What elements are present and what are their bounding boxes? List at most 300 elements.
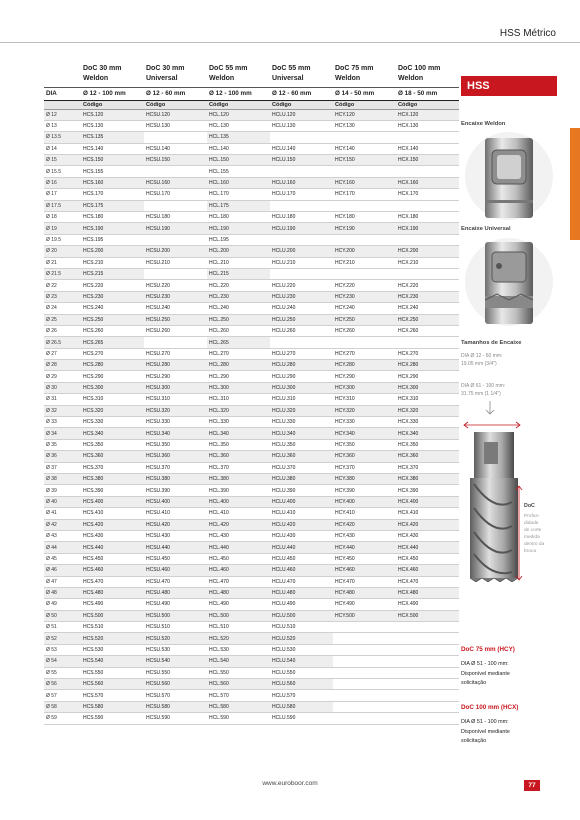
product-code-cell: HCX.340 xyxy=(396,428,459,439)
diameter-cell: Ø 33 xyxy=(44,417,81,428)
product-code-cell xyxy=(144,234,207,245)
product-code-cell: HCLU.230 xyxy=(270,291,333,302)
table-row xyxy=(44,405,459,416)
product-code-cell: HCLU.560 xyxy=(270,679,333,690)
product-code-cell: HCY.210 xyxy=(333,257,396,268)
product-code-cell: HCLU.160 xyxy=(270,177,333,188)
product-code-cell xyxy=(333,234,396,245)
product-code-cell: HCL.135 xyxy=(207,132,270,143)
product-code-cell: HCSU.390 xyxy=(144,485,207,496)
universal-shank-image xyxy=(461,236,557,328)
product-code-cell: HCL.155 xyxy=(207,166,270,177)
product-code-cell: HCLU.550 xyxy=(270,667,333,678)
table-row xyxy=(44,439,459,450)
table-row xyxy=(44,325,459,336)
product-code-cell: HCLU.490 xyxy=(270,599,333,610)
table-row xyxy=(44,462,459,473)
product-code-cell: HCX.430 xyxy=(396,530,459,541)
diameter-cell: Ø 17 xyxy=(44,189,81,200)
product-code-cell: HCLU.240 xyxy=(270,303,333,314)
diameter-cell: Ø 49 xyxy=(44,599,81,610)
product-code-cell: HCL.400 xyxy=(207,496,270,507)
product-code-cell: HCX.420 xyxy=(396,519,459,530)
diameter-cell: Ø 54 xyxy=(44,656,81,667)
product-code-cell: HCLU.460 xyxy=(270,565,333,576)
product-code-cell: HCSU.470 xyxy=(144,576,207,587)
dia-range: Ø 14 - 50 mm xyxy=(333,87,396,100)
product-code-cell xyxy=(333,667,396,678)
table-row xyxy=(44,667,459,678)
product-code-cell: HCY.370 xyxy=(333,462,396,473)
product-code-cell: HCS.430 xyxy=(81,530,144,541)
diameter-cell: Ø 15.5 xyxy=(44,166,81,177)
product-code-cell: HCY.320 xyxy=(333,405,396,416)
product-code-cell: HCY.390 xyxy=(333,485,396,496)
product-code-cell: HCL.300 xyxy=(207,382,270,393)
product-code-cell: HCY.450 xyxy=(333,553,396,564)
product-code-cell: HCSU.340 xyxy=(144,428,207,439)
product-code-cell: HCY.480 xyxy=(333,587,396,598)
product-code-cell: HCSU.370 xyxy=(144,462,207,473)
diameter-cell: Ø 35 xyxy=(44,439,81,450)
product-code-cell: HCY.500 xyxy=(333,610,396,621)
product-code-cell: HCX.220 xyxy=(396,280,459,291)
product-code-cell: HCSU.150 xyxy=(144,155,207,166)
product-code-cell: HCS.390 xyxy=(81,485,144,496)
table-row xyxy=(44,371,459,382)
table-row xyxy=(44,109,459,120)
product-code-cell: HCSU.250 xyxy=(144,314,207,325)
product-code-cell xyxy=(396,166,459,177)
product-code-cell: HCY.180 xyxy=(333,212,396,223)
product-code-cell xyxy=(396,667,459,678)
product-code-cell: HCSU.450 xyxy=(144,553,207,564)
product-code-cell: HCSU.480 xyxy=(144,587,207,598)
product-code-cell: HCL.320 xyxy=(207,405,270,416)
diameter-cell: Ø 47 xyxy=(44,576,81,587)
product-code-cell: HCL.590 xyxy=(207,713,270,724)
product-code-cell: HCSU.410 xyxy=(144,508,207,519)
dia-range: Ø 12 - 100 mm xyxy=(81,87,144,100)
hcx-title: DoC 100 mm (HCX) xyxy=(461,704,519,711)
product-code-cell xyxy=(333,132,396,143)
corner-cell xyxy=(44,100,81,109)
table-row xyxy=(44,519,459,530)
product-code-cell: HCSU.280 xyxy=(144,360,207,371)
product-code-cell: HCL.480 xyxy=(207,587,270,598)
product-code-cell: HCS.440 xyxy=(81,542,144,553)
diameter-cell: Ø 57 xyxy=(44,690,81,701)
product-code-cell: HCL.220 xyxy=(207,280,270,291)
product-code-cell: HCS.280 xyxy=(81,360,144,371)
product-code-cell: HCY.200 xyxy=(333,246,396,257)
product-code-cell: HCX.280 xyxy=(396,360,459,371)
diameter-cell: Ø 13.5 xyxy=(44,132,81,143)
table-row xyxy=(44,132,459,143)
product-code-cell: HCY.440 xyxy=(333,542,396,553)
product-code-cell: HCS.490 xyxy=(81,599,144,610)
product-code-cell: HCLU.200 xyxy=(270,246,333,257)
product-code-cell: HCL.340 xyxy=(207,428,270,439)
product-code-cell: HCSU.320 xyxy=(144,405,207,416)
product-code-cell: HCLU.570 xyxy=(270,690,333,701)
product-code-cell: HCSU.140 xyxy=(144,143,207,154)
table-row xyxy=(44,553,459,564)
product-code-cell xyxy=(333,690,396,701)
table-row xyxy=(44,474,459,485)
product-code-cell: HCLU.270 xyxy=(270,348,333,359)
product-code-cell: HCLU.400 xyxy=(270,496,333,507)
diameter-cell: Ø 58 xyxy=(44,701,81,712)
product-code-cell: HCL.130 xyxy=(207,120,270,131)
table-row xyxy=(44,508,459,519)
product-code-cell: HCX.130 xyxy=(396,120,459,131)
product-code-cell: HCS.450 xyxy=(81,553,144,564)
product-code-cell: HCL.260 xyxy=(207,325,270,336)
product-code-cell: HCL.520 xyxy=(207,633,270,644)
product-code-cell: HCSU.540 xyxy=(144,656,207,667)
product-code-cell xyxy=(396,713,459,724)
sizes-label: Tamanhos de Encaixe xyxy=(461,340,522,346)
product-code-cell: HCX.470 xyxy=(396,576,459,587)
product-code-cell: HCLU.330 xyxy=(270,417,333,428)
product-code-cell: HCSU.580 xyxy=(144,701,207,712)
product-code-cell: HCS.520 xyxy=(81,633,144,644)
product-code-cell xyxy=(144,200,207,211)
product-code-cell: HCSU.260 xyxy=(144,325,207,336)
product-code-cell: HCY.250 xyxy=(333,314,396,325)
product-code-cell: HCS.260 xyxy=(81,325,144,336)
product-code-cell xyxy=(333,713,396,724)
product-code-cell: HCL.180 xyxy=(207,212,270,223)
column-header: DoC 30 mm Weldon xyxy=(81,57,144,87)
product-code-cell xyxy=(396,701,459,712)
product-code-cell: HCX.160 xyxy=(396,177,459,188)
product-code-cell: HCL.195 xyxy=(207,234,270,245)
product-code-cell: HCLU.310 xyxy=(270,394,333,405)
code-label: Código xyxy=(396,100,459,109)
product-code-cell: HCSU.460 xyxy=(144,565,207,576)
product-code-cell: HCS.340 xyxy=(81,428,144,439)
diameter-cell: Ø 20 xyxy=(44,246,81,257)
product-code-cell: HCL.550 xyxy=(207,667,270,678)
product-code-cell xyxy=(144,132,207,143)
width-arrow-icon xyxy=(462,418,522,430)
product-code-cell: HCS.560 xyxy=(81,679,144,690)
product-code-cell: HCS.240 xyxy=(81,303,144,314)
code-label: Código xyxy=(144,100,207,109)
product-code-cell: HCX.190 xyxy=(396,223,459,234)
table-row xyxy=(44,303,459,314)
product-code-cell xyxy=(396,656,459,667)
product-code-cell: HCL.290 xyxy=(207,371,270,382)
product-code-cell: HCY.280 xyxy=(333,360,396,371)
code-label: Código xyxy=(333,100,396,109)
product-code-cell: HCSU.220 xyxy=(144,280,207,291)
product-code-cell: HCS.420 xyxy=(81,519,144,530)
product-code-cell xyxy=(396,690,459,701)
product-code-cell: HCLU.380 xyxy=(270,474,333,485)
product-code-cell: HCLU.340 xyxy=(270,428,333,439)
footer-url[interactable]: www.euroboor.com xyxy=(262,780,318,787)
table-row xyxy=(44,656,459,667)
product-code-cell: HCSU.440 xyxy=(144,542,207,553)
table-row xyxy=(44,223,459,234)
product-code-cell: HCX.170 xyxy=(396,189,459,200)
product-code-cell: HCL.420 xyxy=(207,519,270,530)
product-code-cell: HCS.170 xyxy=(81,189,144,200)
product-code-cell: HCLU.150 xyxy=(270,155,333,166)
product-code-cell xyxy=(270,132,333,143)
product-code-cell: HCX.490 xyxy=(396,599,459,610)
column-header: DoC 55 mm Universal xyxy=(270,57,333,87)
diameter-cell: Ø 50 xyxy=(44,610,81,621)
diameter-cell: Ø 21.5 xyxy=(44,268,81,279)
diameter-cell: Ø 13 xyxy=(44,120,81,131)
product-code-cell xyxy=(333,679,396,690)
product-code-cell xyxy=(270,200,333,211)
diameter-cell: Ø 53 xyxy=(44,644,81,655)
product-code-cell: HCS.530 xyxy=(81,644,144,655)
product-code-cell: HCL.370 xyxy=(207,462,270,473)
product-code-cell: HCY.120 xyxy=(333,109,396,120)
product-code-cell: HCLU.590 xyxy=(270,713,333,724)
column-header: DoC 30 mm Universal xyxy=(144,57,207,87)
product-code-cell: HCL.350 xyxy=(207,439,270,450)
product-code-cell: HCSU.400 xyxy=(144,496,207,507)
diameter-cell: Ø 22 xyxy=(44,280,81,291)
table-row xyxy=(44,268,459,279)
product-code-cell: HCX.320 xyxy=(396,405,459,416)
product-code-cell: HCLU.190 xyxy=(270,223,333,234)
product-code-cell: HCSU.200 xyxy=(144,246,207,257)
header-divider xyxy=(0,42,580,43)
product-code-cell xyxy=(396,337,459,348)
table-row xyxy=(44,189,459,200)
product-code-cell: HCL.530 xyxy=(207,644,270,655)
table-row xyxy=(44,291,459,302)
product-code-cell xyxy=(396,679,459,690)
product-code-cell: HCS.500 xyxy=(81,610,144,621)
diameter-cell: Ø 46 xyxy=(44,565,81,576)
product-code-cell: HCX.480 xyxy=(396,587,459,598)
table-row xyxy=(44,382,459,393)
product-code-cell: HCSU.330 xyxy=(144,417,207,428)
product-code-cell: HCX.360 xyxy=(396,451,459,462)
product-code-cell xyxy=(333,656,396,667)
product-code-cell: HCSU.500 xyxy=(144,610,207,621)
product-code-cell: HCS.380 xyxy=(81,474,144,485)
dia-range: Ø 12 - 60 mm xyxy=(270,87,333,100)
diameter-cell: Ø 17.5 xyxy=(44,200,81,211)
product-code-cell: HCL.175 xyxy=(207,200,270,211)
product-code-cell: HCSU.160 xyxy=(144,177,207,188)
size-note: DIA Ø 61 - 100 mm: 31.75 mm (1 1/4") xyxy=(461,383,506,397)
product-code-cell: HCSU.170 xyxy=(144,189,207,200)
product-code-cell xyxy=(396,132,459,143)
product-code-cell: HCL.490 xyxy=(207,599,270,610)
product-code-cell: HCLU.450 xyxy=(270,553,333,564)
product-code-cell: HCLU.530 xyxy=(270,644,333,655)
product-code-cell: HCL.150 xyxy=(207,155,270,166)
product-code-cell: HCS.215 xyxy=(81,268,144,279)
product-code-cell: HCX.350 xyxy=(396,439,459,450)
product-code-cell: HCS.180 xyxy=(81,212,144,223)
product-code-cell: HCLU.130 xyxy=(270,120,333,131)
diameter-cell: Ø 26.5 xyxy=(44,337,81,348)
product-code-cell: HCSU.130 xyxy=(144,120,207,131)
product-code-cell xyxy=(333,166,396,177)
product-code-cell: HCLU.260 xyxy=(270,325,333,336)
table-row xyxy=(44,633,459,644)
product-code-cell: HCL.470 xyxy=(207,576,270,587)
product-code-cell: HCS.120 xyxy=(81,109,144,120)
product-code-cell xyxy=(144,337,207,348)
product-code-cell: HCS.190 xyxy=(81,223,144,234)
product-code-cell: HCLU.480 xyxy=(270,587,333,598)
product-code-cell: HCL.460 xyxy=(207,565,270,576)
product-code-cell: HCL.200 xyxy=(207,246,270,257)
product-code-cell xyxy=(333,337,396,348)
product-code-cell: HCS.195 xyxy=(81,234,144,245)
diameter-cell: Ø 43 xyxy=(44,530,81,541)
page-title: HSS Métrico xyxy=(499,28,556,39)
table-row xyxy=(44,565,459,576)
product-code-cell: HCX.270 xyxy=(396,348,459,359)
diameter-cell: Ø 44 xyxy=(44,542,81,553)
diameter-cell: Ø 25 xyxy=(44,314,81,325)
table-body xyxy=(44,109,459,724)
product-code-cell xyxy=(333,268,396,279)
product-code-cell: HCX.410 xyxy=(396,508,459,519)
product-code-cell: HCX.250 xyxy=(396,314,459,325)
product-code-cell: HCY.430 xyxy=(333,530,396,541)
product-code-cell: HCL.210 xyxy=(207,257,270,268)
product-code-cell: HCS.220 xyxy=(81,280,144,291)
product-code-cell: HCY.170 xyxy=(333,189,396,200)
table-row xyxy=(44,679,459,690)
product-code-cell: HCL.120 xyxy=(207,109,270,120)
product-code-cell: HCX.200 xyxy=(396,246,459,257)
product-code-cell xyxy=(270,234,333,245)
product-code-cell: HCSU.590 xyxy=(144,713,207,724)
product-code-cell: HCS.130 xyxy=(81,120,144,131)
product-code-cell: HCLU.220 xyxy=(270,280,333,291)
product-code-cell: HCY.340 xyxy=(333,428,396,439)
hcx-note: DIA Ø 51 - 100 mm: Disponível mediante solicitação xyxy=(461,719,510,744)
product-code-cell: HCL.280 xyxy=(207,360,270,371)
diameter-cell: Ø 21 xyxy=(44,257,81,268)
table-row xyxy=(44,155,459,166)
product-code-cell: HCL.330 xyxy=(207,417,270,428)
table-row xyxy=(44,690,459,701)
table-row xyxy=(44,542,459,553)
product-code-cell: HCY.330 xyxy=(333,417,396,428)
depth-arrow-icon xyxy=(514,484,524,582)
product-code-cell: HCS.580 xyxy=(81,701,144,712)
product-code-cell: HCY.460 xyxy=(333,565,396,576)
universal-label: Encaixe Universal xyxy=(461,226,511,232)
product-code-cell xyxy=(396,644,459,655)
diameter-cell: Ø 36 xyxy=(44,451,81,462)
product-code-cell: HCX.300 xyxy=(396,382,459,393)
product-code-cell: HCLU.390 xyxy=(270,485,333,496)
product-code-cell: HCLU.320 xyxy=(270,405,333,416)
product-code-cell: HCX.500 xyxy=(396,610,459,621)
doc-header-row xyxy=(44,57,459,87)
diameter-cell: Ø 19 xyxy=(44,223,81,234)
section-tab xyxy=(570,128,580,240)
product-code-cell: HCS.230 xyxy=(81,291,144,302)
product-code-cell: HCX.290 xyxy=(396,371,459,382)
product-code-cell: HCL.560 xyxy=(207,679,270,690)
diameter-cell: Ø 38 xyxy=(44,474,81,485)
product-code-cell: HCX.240 xyxy=(396,303,459,314)
table-row xyxy=(44,246,459,257)
dia-range-row xyxy=(44,87,459,100)
column-header: DoC 55 mm Weldon xyxy=(207,57,270,87)
product-code-cell: HCS.155 xyxy=(81,166,144,177)
code-label: Código xyxy=(81,100,144,109)
dia-range: Ø 18 - 50 mm xyxy=(396,87,459,100)
product-code-cell: HCY.490 xyxy=(333,599,396,610)
product-code-cell xyxy=(396,234,459,245)
product-code-cell: HCX.370 xyxy=(396,462,459,473)
diameter-cell: Ø 27 xyxy=(44,348,81,359)
product-code-cell xyxy=(396,622,459,633)
product-code-cell: HCLU.510 xyxy=(270,622,333,633)
diameter-cell: Ø 52 xyxy=(44,633,81,644)
table-row xyxy=(44,166,459,177)
product-code-cell: HCSU.490 xyxy=(144,599,207,610)
diameter-cell: Ø 40 xyxy=(44,496,81,507)
product-code-cell: HCS.300 xyxy=(81,382,144,393)
table-row xyxy=(44,622,459,633)
product-code-cell: HCY.290 xyxy=(333,371,396,382)
diameter-cell: Ø 12 xyxy=(44,109,81,120)
product-code-cell: HCL.430 xyxy=(207,530,270,541)
diameter-cell: Ø 28 xyxy=(44,360,81,371)
product-code-cell: HCLU.520 xyxy=(270,633,333,644)
product-code-cell: HCSU.270 xyxy=(144,348,207,359)
product-code-cell: HCX.230 xyxy=(396,291,459,302)
product-code-cell: HCLU.120 xyxy=(270,109,333,120)
product-code-cell: HCL.500 xyxy=(207,610,270,621)
column-header: DoC 100 mm Weldon xyxy=(396,57,459,87)
table-row xyxy=(44,394,459,405)
product-code-cell: HCL.190 xyxy=(207,223,270,234)
product-code-cell: HCSU.300 xyxy=(144,382,207,393)
product-code-cell: HCLU.410 xyxy=(270,508,333,519)
product-code-cell: HCY.420 xyxy=(333,519,396,530)
product-code-cell: HCX.450 xyxy=(396,553,459,564)
product-code-cell xyxy=(333,622,396,633)
product-code-cell: HCSU.530 xyxy=(144,644,207,655)
size-note: DIA Ø 12 - 60 mm: 19.05 mm (3/4") xyxy=(461,353,503,367)
product-code-cell: HCY.160 xyxy=(333,177,396,188)
product-code-cell: HCX.380 xyxy=(396,474,459,485)
dia-range: Ø 12 - 100 mm xyxy=(207,87,270,100)
product-code-cell: HCS.470 xyxy=(81,576,144,587)
product-code-cell: HCS.140 xyxy=(81,143,144,154)
product-code-cell: HCX.440 xyxy=(396,542,459,553)
product-code-cell xyxy=(144,166,207,177)
product-code-cell: HCSU.560 xyxy=(144,679,207,690)
weldon-label: Encaixe Weldon xyxy=(461,121,506,127)
product-code-cell: HCS.480 xyxy=(81,587,144,598)
product-code-cell: HCLU.360 xyxy=(270,451,333,462)
product-code-cell: HCS.200 xyxy=(81,246,144,257)
